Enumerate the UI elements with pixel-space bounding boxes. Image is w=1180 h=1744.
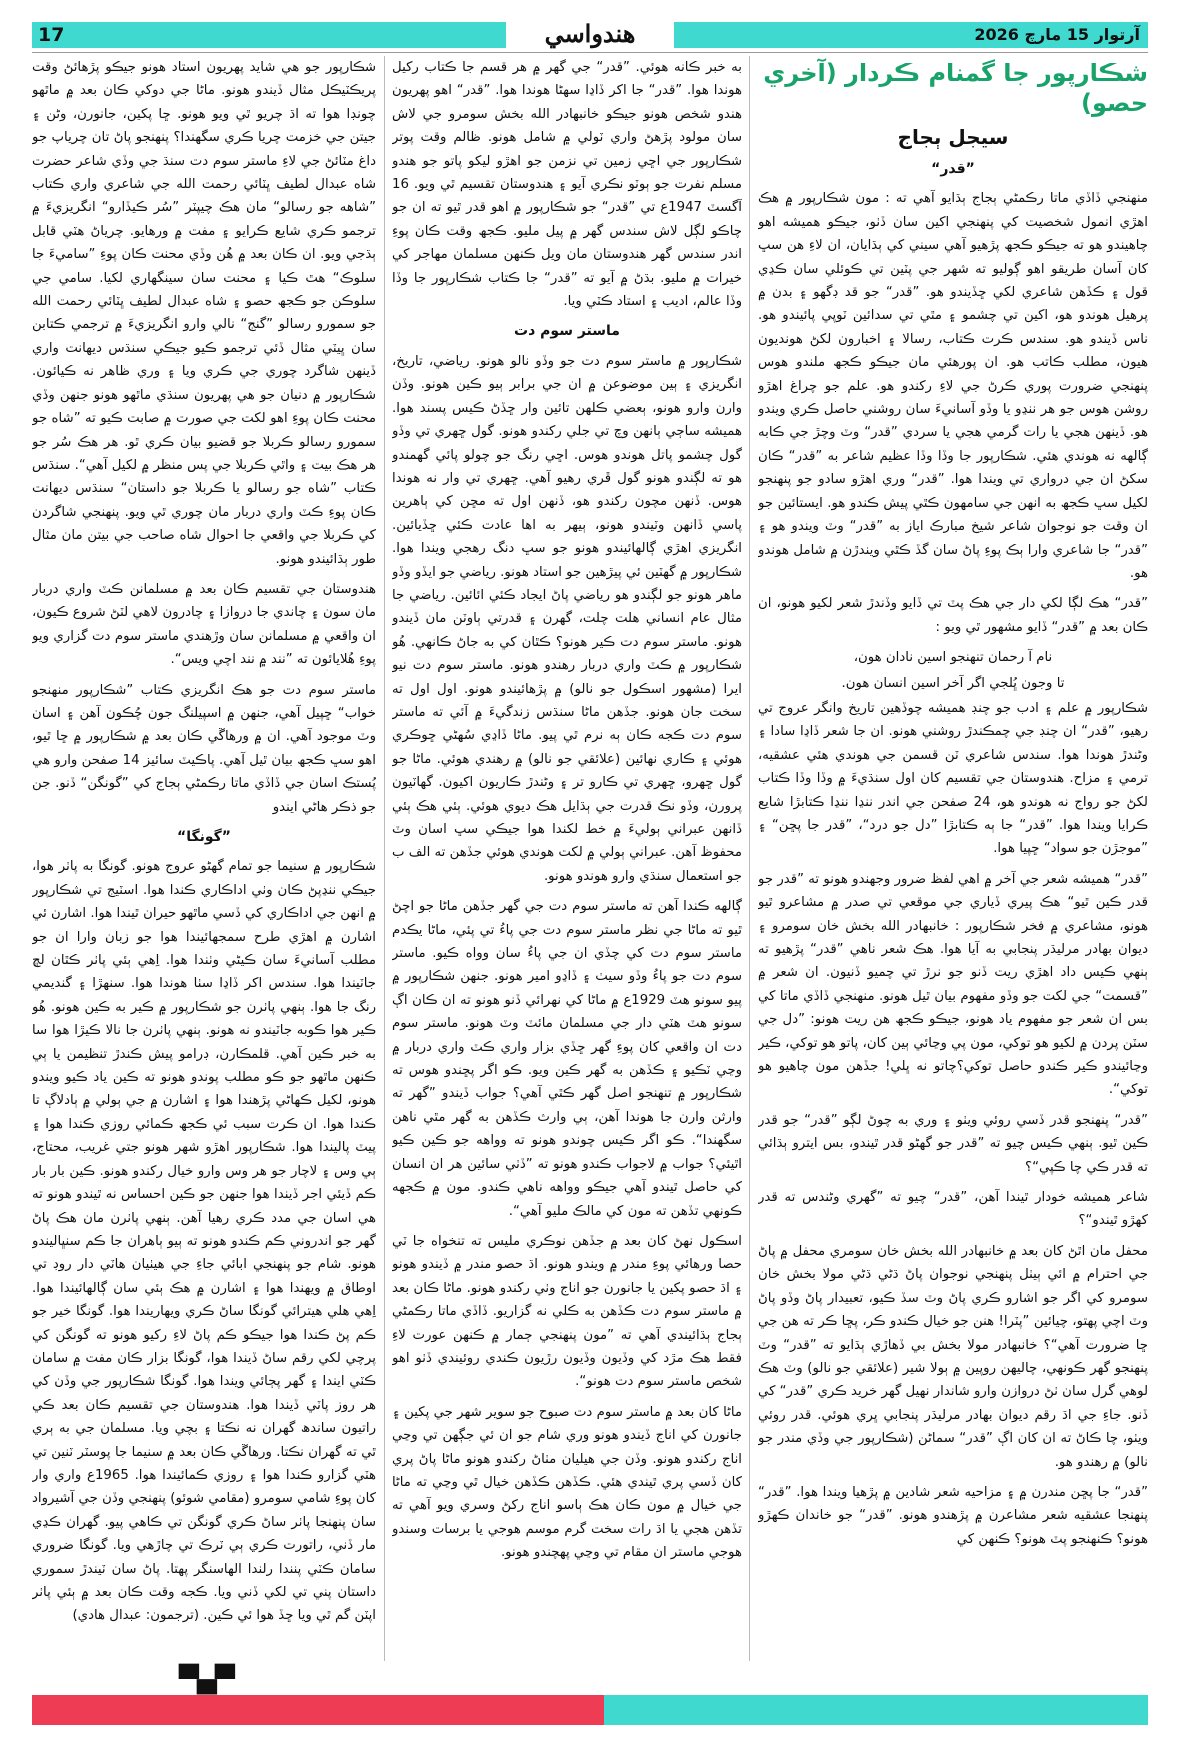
section-heading: ماستر سوم دت [514, 323, 620, 340]
column-left [32, 56, 376, 1661]
column-divider [749, 56, 750, 1661]
article-byline: سيجل ٻجاج [897, 125, 1009, 149]
dateline: آرتوار 15 مارچ 2026 [974, 25, 1140, 44]
masthead-logo: هندواسي [544, 19, 636, 48]
paragraph: ڳالهه ڪندا آهن ته ماستر سوم دت جي گهر جڏهن ماڻا جو اچڻ ٿيو ته ماڻا جي نظر ماستر سوم دت جي پاءُ تي پئي، ماڻا يڪدم ماستر سوم دت کي چڏي ان جي پاءُ سان وواه ڪيو. ماستر سوم دت جو پاءُ وڏو سيٺ ۽ ڏاڍو امير هونو. جنهن شڪارپور ۾ پيو سونو هٽ 1929ع ۾ ماڻا کي نهرائي ڏنو هونو ته ان ڪان اڳ سونو هٽ هٽي دار جي مسلمان مائٽ وٽ هونو. ماستر سوم دت ان واقعي کان پوءِ گهر ڇڏي بزار واري ڪٽ واري دربار ۾ وڃي ٽڪيو ۽ ڪڏهن به گهر ڪين ويو. ڪو اگر پڇندو هوس ته شڪارپور ۾ تنهنجو اصل گهر ڪٿي آهي؟ جواب ڏيندو ”گهر ته وارثن وارن جا هوندا آهن، ٻي وارث ڪڏهن به گهر مٿي ناهن سگهندا“. ڪو اگر ڪيس چوندو هونو ته وواهه جو ڪين ڪيو اٿيئي؟ جواب ۾ لاجواب ڪندو هونو ته ”ڏٺي سائين هر ان انسان کي حاصل ٿيندو آهي جيڪو وواهه ناهي ڪندو. مون ۾ ڪجهه ڪونهي تڏهن ته مون کي مالڪ مليو آهي“. [392, 899, 742, 1219]
section-heading: ”گونگا“ [177, 829, 231, 845]
paragraph: ”قدر“ هميشه شعر جي آخر ۾ اهي لفظ ضرور وجهندو هونو ته ”قدر جو قدر ڪين ٿيو“ هڪ پيري ڏياري جي موقعي تي صدر ۾ مشاعرو ٿيو هونو، مشاعري ۾ فخر شڪارپور : خانبهادر الله بخش خان سومرو ۽ ديوان بهادر مرليڌر پنجابي به آيا هوا. هڪ شعر ناهي ”قدر“ پڙهيو ته ٻنهي ڪيس داد اهڙي ريت ڏنو جو نرڙ تي چميو ڏنيون. ان شعر ۾ ”قسمت“ جي لکت جو وڏو مفهوم بيان ٿيل هونو. منهنجي ڏاڏي ماتا کي بس ان شعر جو مفهوم ياد هونو، جيڪو ڪجھ هن ريت هونو: ”دل جي سٽن پردن ۾ لکيو هو توکي، مون پي وڃائي ٻين کان، پاتو هو توکي، ڪير وڃائيندو ڪير ڪندو حاصل توکي؟چاتو نه ڀلي! جڏهن مون چاهيو هو توکي“. [758, 871, 1148, 1098]
header-rule [32, 52, 1148, 53]
paragraph: ”قدر“ پنهنجو قدر ڏسي روئي ويٺو ۽ وري به چوڻ لڳو ”قدر“ جو قدر ڪين ٿيو. ٻنهي ڪيس چيو ته ”قدر جو گهڻو قدر ٿيندو، بس ايترو ٻڌائي ته قدر ڪي چا ڪپي“؟ [758, 1112, 1148, 1175]
column-divider [384, 56, 385, 1661]
paragraph: منهنجي ڏاڏي ماتا رڪمڻي ٻجاج ٻڌايو آهي ته : مون شڪارپور ۾ هڪ اهڙي انمول شخصيت کي پنهنجي اکين سان ڏٺو، جيڪو هميشه اهو چاهيندو هو ته جيڪو ڪجھ پڙهيو آهي سيني کي ٻڌايان، ان لاءِ هن سڀ کان آسان طريقو اهو ڳوليو ته شهر جي پٽين تي ڪوئلي سان ڪڍي قول ۽ ڪڏهن شاعري لکي ڇڏيندو هو. ”قدر“ جو قد ڊگهو ۽ بدن ۾ پرهيل هوندو هو، اکين تي چشمو ۽ مٿي تي سدائين ٽوپي پائيندو هو. ناس ڏيندو هو. سندس ڪرت ڪتاب، رسالا ۽ اخبارون لکڻ هونديون هيون، مطلب ڪاتب هو. ان پورهئي مان جيڪو ڪجھ ملندو هوس پنهنجي ضرورت پوري ڪرڻ جي لاءِ رکندو هو. علم جو چراغ اهڙو روشن هوس جو هر ننڍو يا وڏو آسانيءَ سان روشني حاصل ڪري ويندو هو. ڏينهن هجي يا رات گرمي هجي يا سردي ”قدر“ وٽ وچڙ جي ڪابه ڳالهه نه هوندي هئي. شڪارپور جا وڏا وڏا عظيم شاعر به ”قدر“ ڪان سکڻ ان جي درواري تي ويندا هوا. ”قدر“ وري اهڙو سادو جو پنهنجو لکيل سڀ ڪجھ به انهن جي سامهون ڪٿي پيش ڪندو هو. ايستائين جو ان وقت جو نوجوان شاعر شيخ مبارڪ اياز به ”قدر“ وٽ ويندو هو ۽ ”قدر“ جا شاعري وارا ٻڪ پوءِ پاڻ سان گڏ ڪٿي ويندڙن ۾ شامل هوندو هو. [758, 191, 1148, 581]
paragraph: شڪارپور ۾ سنيما جو تمام گهڻو عروج هونو. گونگا به پاٺر هوا، جيڪي ننڍپڻ ڪان وٺي اداڪاري ڪندا هوا. اسٽيج تي شڪارپور ۾ انهن جي اداڪاري کي ڏسي ماٿهو حيران ٿيندا هوا. اشارن ئي اشارن ۾ اهڙي طرح سمجهائيندا هوا جو زبان وارا ان جو مطلب آسانيءَ سان ڪيڻي وٺندا هوا. اِهي ٻئي پاٺر ڪٿان لڇ جاٽيندا هوا. سندس اکر ڏاڍا سٺا هوندا هوا. سنهڙا ۽ گنديمي رنگ جا هوا. ٻنهي پاٺرن جو شڪارپور ۾ ڪير به ڪين هونو. هُو ڪير هوا ڪوبه جاٽيندو نه هونو. ٻنهي پاٺرن جا نالا ڪيڙا هوا سا به خبر ڪين آهي. قلمڪارن، ڊرامو پيش ڪندڙ تنظيمن يا ٻي ڪنهن ماٿهو جو ڪو مطلب پوندو هونو ته ڪين ياد ڪيو ويندو هونو، لکيل ڪهاڻي پڙهندا هوا ۽ اشارن ۾ جي ٻولي ۾ ٻادلاڳ تا ڪندا هوا. ان ڪرت سبب ئي ڪجھ ڪمائي روزي ڪندا هوا ۽ پيٽ پاليندا هوا. شڪارپور اهڙو شهر هونو جتي غريب، محتاج، ٻي وس ۽ لاچار جو هر وس وارو خيال رکندو هونو. ڪين بار بار ڪم ڏيئي اجر ڏيندا هوا جنهن جو ڪين احساس نه ٿيندو هونو ته هي اسان جي مدد ڪري رهيا آهن. ٻنهي پاٺرن مان هڪ پاڻ گهر جو اندروني ڪم ڪندو هونو ته ٻيو ٻاهران جا ڪم سنڀاليندو هونو. شام جو پنهنجي ابائي جاءِ جي هيٺيان هاٽي دار روڊ تي اوطاق ۾ ويهندا هوا ۽ اشارن ۾ هڪ ٻئي سان ڳالهائيندا هوا. اِهي هلي هيترائي گونگا ساڻ ڪري ويهاريندا هوا. گونگا خير جو ڪم پڻ ڪندا هوا جيڪو ڪم پاڻ لاءِ رکيو هونو ته گونگن کي پرچي لکي رقم ساڻ ڏيندا هوا، گونگا بزار ڪان مفت ۾ سامان ڪٽي ايندا ۽ گهر پڄائي ويندا هوا. گونگا شڪارپور جي وڏن کي هر روز پاٽي ڏيندا هوا. هندوستان جي تقسيم ڪان بعد ڪي راتيون ساندھ گهران نه نڪتا ۽ بچي ويا. مسلمان جي به ٻري ٿي ته گهران نڪتا. ورهاڱي ڪان بعد ۾ سنيما جا پوسٽر ٽنين تي هٽي گزارو ڪندا هوا ۽ روزي ڪمائيندا هوا. 1965ع واري وار کان پوءِ شامي سومرو (مقامي شوئو) پنهنجي وڏن جي آشيرواد سان پنهنجا پاٺر ساڻ ڪري گونگن تي ڪاهي پيو. گهران ڪڍي مار ڏني، راتورت ڪري ٻي ٽرڪ تي چاڙهي ويا. گونگا ضروري سامان ڪٽي پنندا رلندا الهاسنگر پهتا. پاڻ سان ٽيندڙ سموري داستان پني تي لکي ڏني ويا. ڪجه وقت ڪان بعد ۾ ٻئي پاٺر اپٽن گم ٿي ويا ڇڏ هوا ئي ڪين. (ترجمون: عبدال هادي) [32, 859, 376, 1624]
footer-band-red [32, 1695, 604, 1725]
paragraph: محفل مان اٿڻ کان بعد ۾ خانبهادر الله بخش خان سومري محفل ۾ پاڻ جي احترام ۾ ائي ٻيٺل پنهنجي نوجوان پاڻ ڌڻي ڌڻي مولا بخش خان سومرو کي اگر جو اشارو ڪري پاڻ وٽ سڏ ڪيو، تعبيدار پاڻ وڏو پاڻ وٽ اچي پهتو، چيائين ”پٽرا! هنن جو خيال ڪندو ڪر، پڇا ڪر ته هن جي ڇا ضرورت آهي“؟ خانبهادر مولا بخش بي ڏهاڙي ٻڌايو ته ”قدر“ وٽ پنهنجو گهر ڪونهي، چاليهن روپين ۾ ٻولا شير (علائقي جو نالو) وٽ هڪ لوهي گرل سان ٺڻ دروازن وارو شاندار نهيل گهر خريد ڪري ”قدر“ کي ڏنو. جاءِ جي اڌ رقم ديوان بهادر مرليڌر پنجابي ڀري هوئي. قدر روئي ويٺو، چا ڪاڻ ته ان کان اڳ ”قدر“ سماڻن (شڪارپور جي وڏي مندر جو نالو) ۾ رهندو هو. [758, 1243, 1148, 1470]
footer-band-cyan [604, 1695, 1148, 1725]
paragraph: به خبر ڪانه هوئي. ”قدر“ جي گهر ۾ هر قسم جا ڪتاب رکيل هوندا هوا. ”قدر“ جا اکر ڏاڍا سهڻا هوندا هوا. ”قدر“ اهو پهريون هندو شخص هونو جيڪو خانبهادر الله بخش سومرو جي لاش سان مولود پڙهڻ واري ٽولي ۾ شامل هونو. ظالم وقت پوتر شڪارپور جي اڇي زمين تي نزمن جو اهڙو ليکو پاتو جو هندو مسلم نفرت جو ٻوٽو نڪري آيو ۽ هندوستان تقسيم ٿي ويو. 16 آگسٽ 1947ع تي ”قدر“ جو شڪارپور ۾ اهو قدر ٿيو ته ان جو چاڪو لڳل لاش سندس گهر ۾ پيل مليو. ڪجھ وقت ڪان پوءِ اندر سندس گهر هندوستان مان ويل ڪنهن مسلمان مهاجر کي خيرات ۾ مليو. بڌڻ ۾ آيو ته ”قدر“ جا ڪتاب شڪارپور جا وڏا وڏا عالم، اديب ۽ استاد ڪٽي ويا. [392, 60, 742, 310]
paragraph: هندوستان جي تقسيم ڪان بعد ۾ مسلمانن ڪٽ واري دربار مان سون ۽ چاندي جا دروازا ۽ چادرون لاهي لٽڻ شروع ڪيون، ان واقعي ۾ مسلمانن سان وڙهندي ماستر سوم دت گزاري ويو پوءِ هُلايائون ته ”نند ۾ نند اچي ويس“. [32, 581, 376, 668]
column-middle [392, 56, 742, 1661]
paragraph: شڪارپور ۾ علم ۽ ادب جو چنڊ هميشه چوڏهين تاريخ وانگر عروج تي رهيو، ”قدر“ ان چنڊ جي چمڪندڙ روشني هونو. ان جا شعر ڏاڍا سادا ۽ وڻندڙ هوندا هوا. سندس شاعري ٽن قسمن جي هوندي هئي عشقيه، ترمي ۽ مزاح. هندوستان جي تقسيم کان اول سنڌيءَ ۾ وڏا وڏا ڪتاب لکڻ جو رواج نه هوندو هو، 24 صفحن جي اندر ننڍا ننڍا ڪتابڙا شايع ڪرايا ويندا هوا. ”قدر“ جا ٻه ڪتابڙا ”دل جو درد“، ”قدر جا پڇن“ ۽ ”موجڙن جو سواد“ ڇپيا هوا. [758, 700, 1148, 857]
end-of-article-ornament: ▀▄▀ [179, 1665, 233, 1695]
column-right [758, 56, 1148, 1661]
page-number: 17 [38, 24, 65, 46]
paragraph: شڪارپور ۾ ماستر سوم دت جو وڏو نالو هونو. رياضي، تاريخ، انگريزي ۽ ٻين موضوعن ۾ ان جي برابر ٻيو ڪين هونو. وڏن وارن وارو هونو، ٻعضي ڪلهن تائين وار ڇڏڻ ڪيس پسند هوا. هميشه ساڄي ٻانهن وچ تي جلي رکندو هونو. گول ڇهري تي وڏو گول چشمو پاتل هوندو هوس. اڇي رنگ جو چولو پائي گهمندو هو ته لڳندو هونو گول ڦري رهيو آهي. ڇهري تي وار نه هوندا هوس. ڏنهن مچون رکندو هو، ڏنهن اول ته مڇن کي ٻاهرين پاسي ڏانهن وٽيندو هونو، ٻيهر به اها عادت ڪئي ڇڏيائين. انگريزي اهڙي ڳالهائيندو هونو جو سڀ دنگ رهجي ويندا هوا. شڪارپور ۾ گهٽين ئي پيڙهين جو استاد هونو. رياضي جو ايڏو وڏو ماهر هونو جو لڳندو هو رياضي پاڻ ايجاد ڪئي ائائين. رياضي جا مثال عام انساني هلت چلت، گهرن ۽ قدرتي ٻاوٽن مان ڏيندو هونو. ماستر سوم دت ڪير هونو؟ ڪٿان کي به جاڻ ڪانهي. هُو شڪارپور ۾ ڪٽ واري دربار رهندو هونو. ماستر سوم دت نيو ايرا (مشهور اسڪول جو نالو) ۾ پڙهائيندو هونو. اول اول ته سخت جان هونو. جڏهن ماڻا سنڌس زندگيءَ ۾ آئي ته ماستر سوم دت ڪجه ڪان ٻه نرم ٿي پيو. ماڻا ڏاڍي سُهڻي ڇوڪري هوئي ۽ ڪاري نهائين (علائقي جو نالو) ۾ رهندي هوئي. ماڻا جو گول ڇهرو، ڇهري تي ڪارو تر ۽ وڻندڙ ڪاريون اکيون. گهاٽيون پرورن، وڏو نڪ قدرت جي ٻڌايل هڪ ديوي هوئي. ٻئي هڪ ٻئي ڏانهن عبراني ٻوليءَ ۾ خط لکندا هوا جيڪي سڀ اسان وٽ محفوظ آهن. عبراني ٻولي ۾ لکت هوندي هوئي جڏهن ته الف ب جو استعمال سنڌي وارو هوندو هونو. [392, 353, 742, 884]
paragraph: اسڪول نهڻ کان بعد ۾ جڏهن نوڪري مليس ته تنخواه جا ٽي حصا ورهائي پوءِ مندر ۾ ويندو هونو. اڌ حصو مندر ۾ ڏيندو هونو ۽ اڌ حصو پکين يا جانورن جو اناج وٺي رکندو هونو. ماڻا ڪان بعد ۾ ماستر سوم دت ڪڏهن به ڪلي نه گزاريو. ڏاڏي ماتا رڪمڻي ٻجاج ٻڌائيندي آهي ته ”مون پنهنجي ڄمار ۾ ڪنهن عورت لاءِ فقط هڪ مڙد کي وڏيون وڏيون رڙيون ڪندي روئيندي ڏٺو اهو شخص ماستر سوم دت هونو“. [392, 1233, 742, 1390]
page-header [32, 19, 1148, 48]
page-footer [32, 1695, 1148, 1725]
poem-line: تا وجون ڀُلجي اگر آخر اسين انسان هون. [841, 675, 1065, 691]
header-band-right [674, 22, 1148, 48]
paragraph: ”قدر“ هڪ لڳا لکي دار جي هڪ پٽ تي ڏايو وڏندڙ شعر لکيو هونو، ان ڪان بعد ۾ ”قدر“ ڏايو مشهور ٿي ويو : [758, 596, 1148, 635]
paragraph: ماستر سوم دت جو هڪ انگريزي ڪتاب ”شڪارپور منهنجو خواب“ ڇپيل آهي، جنهن ۾ اسپيلنگ جون چُڪون آهن ۽ اسان وٽ موجود آهي. ان ۾ ورهاڱي ڪان بعد ۾ شڪارپور ۾ ڇا ٿيو، اهو سڀ ڪجھ بيان ٿيل آهي. پاڪيٽ سائيز 14 صفحن وارو هي پُستڪ اسان جي ڏاڏي ماتا رڪمڻي ٻجاج کي ”گونگن“ ڏنو. جن جو ذڪر هاڻي ايندو [32, 682, 376, 815]
paragraph: شاعر هميشه خودار ٿيندا آهن، ”قدر“ چيو ته ”گهري وڻندس ته قدر کهڙو ٿيندو“؟ [758, 1190, 1148, 1229]
poem-line: نام آ رحمان تنهنجو اسين نادان هون، [853, 650, 1053, 666]
paragraph: شڪارپور جو هي شايد پهريون استاد هونو جيڪو پڙهائڻ وقت پريڪٽيڪل مثال ڏيندو هونو. ماڻا جي دوکي ڪان بعد ۾ ماٿهو چونڊا هوا ته اڌ چريو ٿي ويو هونو. ڇا پکين، جانورن، وڻن ۽ جيتن جي خزمت چريا ڪري سگهندا؟ پنهنجو پاڻ تان چرياپ جو داغ مٽائڻ جي لاءِ ماستر سوم دت سنڌ جي وڏي شاعر حضرت شاه عبدال لطيف ڀٽائي رحمت الله جي شاعري واري ڪتاب ”شاهه جو رسالو“ مان هڪ چيپٽر ”سُر ڪيڏارو“ انگريزيءَ ۾ ترجمو ڪري شايع ڪرايو ۽ مفت ۾ ورهايو. چرياڻ هٽي قابل ٻڌجي ويو. ان ڪان بعد ۾ هُن وڏي محنت ڪان پوءِ ”ساميءَ جا سلوڪ“ هٿ ڪيا ۽ محنت سان سينگهاري لکيا. سامي جي سلوڪن جو ڪجھ حصو ۽ شاه عبدال لطيف ڀٽائي رحمت الله جو سمورو رسالو ”گنج“ نالي وارو انگريزيءَ ۾ ترجمي ڪتابن سان ڀيٽي مثال ڏئي ترجمو ڪيو جيڪي سنڌس ديهانت واري ڏينهن شاگرد چوري جي ڪري ويا ۽ وري ظاهر نه ڪيائون. شڪارپور ۾ دنيان جو هي پهريون سنڌي ماٿهو هونو جنهن وڏي محنت ڪان پوءِ اهو لکت جي صورت ۾ صابت ڪيو ته ”شاه جو سمورو رسالو ڪربلا جو قضيو بيان ڪري ٿو. هر هڪ سُر جو هر هڪ بيت ۽ واٿي ڪربلا جي پس منظر ۾ لکيل آهي“. سنڌس ڪتاب ”شاه جو رسالو يا ڪربلا جو داستان“ سنڌس ديهانت ڪان پوءِ ڪٽ واري دربار مان چوري ٿي ويو. پنهنجي شاگردن کي ڪربلا جي واقعي جا احوال شاه صاحب جي بيتن مان مثال طور ٻڌائيندو هونو. [32, 60, 376, 567]
header-band-left [32, 22, 506, 48]
paragraph: ”قدر“ جا پڇن مندرن ۾ ۽ مزاحيه شعر شادين ۾ پڙهيا ويندا هوا. ”قدر“ پنهنجا عشقيه شعر مشاعرن ۾ پڙهندو هونو. ”قدر“ جو خاندان ڪهڙو هونو؟ ڪنهنجو پٽ هونو؟ ڪنهن کي [758, 1484, 1148, 1547]
paragraph: ماڻا کان بعد ۾ ماستر سوم دت صبوح جو سوير شهر جي پکين ۽ جانورن کي اناج ڏيندو هونو وري شام جو ان ئي جڳهن تي وڃي اناج رکندو هونو. وڏن جي هيليان مٺاڻ رکندو هونو ماڻا پاڻ پري کان ڏسي پري ٿيندي هئي. ڪڏهن ڪڏهن خيال ٿي وڃي ته ماڻا جي خيال ۾ مون ڪان هڪ ٻاسو اناج رکڻ وسري ويو آهي ته تڏهن هجي يا اڌ رات سخت گرم موسم هوجي يا برسات وسندو هوجي ماستر ان مقام تي وڃي پهچندو هونو. [392, 1404, 742, 1561]
section-heading: ”قدر“ [931, 161, 975, 177]
article-title: شڪارپور جا گمنام ڪردار (آخري حصو) [763, 59, 1148, 117]
